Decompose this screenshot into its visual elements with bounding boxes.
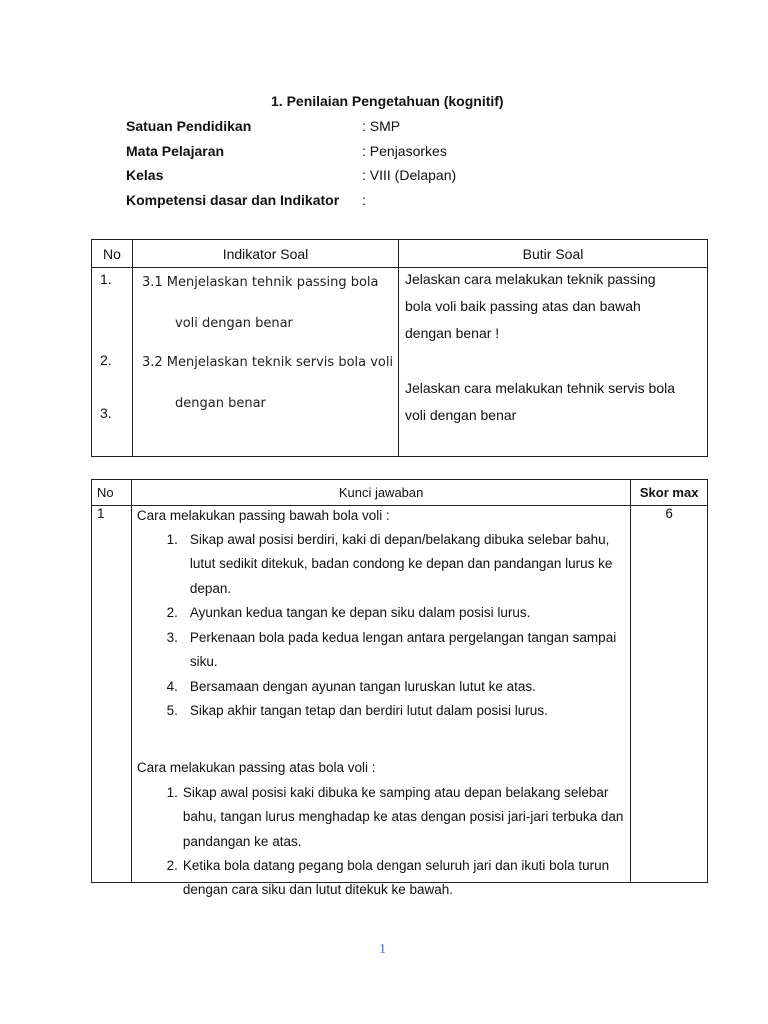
kunci-jawaban-table (91, 479, 708, 897)
butir-line: dengan benar ! (405, 325, 500, 341)
no-cell (92, 268, 133, 457)
info-value-mapel: : Penjasorkes (362, 143, 447, 159)
header-indikator: Indikator Soal (133, 240, 399, 268)
passing-bawah-title: Cara melakukan passing bawah bola voli : (136, 508, 390, 523)
header-skor: Skor max (631, 480, 708, 506)
list-number: 2. (166, 605, 178, 620)
butir-line: voli dengan benar (405, 407, 517, 423)
page-number: 1 (379, 942, 386, 957)
butir-line: Jelaskan cara melakukan tehnik servis bola (405, 380, 676, 396)
list-item-line: Ketika bola datang pegang bola dengan seluruh jari dan ikuti bola turun (182, 858, 610, 873)
list-number: 2. (166, 858, 178, 873)
info-value-satuan: : SMP (362, 118, 401, 134)
list-item-line: bahu, tangan lurus menghadap ke atas dengan posisi jari-jari terbuka dan (182, 809, 624, 824)
kunci-cell (131, 506, 630, 897)
list-item-line: lutut sedikit ditekuk, badan condong ke depan dan pandangan lurus ke (189, 556, 613, 571)
header-butir: Butir Soal (399, 240, 708, 268)
list-item-line: Sikap akhir tangan tetap dan berdiri lutut dalam posisi lurus. (189, 703, 548, 718)
butir-line: bola voli baik passing atas dan bawah (405, 298, 641, 314)
info-label-mapel: Mata Pelajaran (126, 143, 225, 159)
indikator-line: dengan benar (175, 396, 266, 411)
info-label-satuan: Satuan Pendidikan (126, 118, 252, 134)
list-item-line: Bersamaan dengan ayunan tangan luruskan lutut ke atas. (189, 679, 536, 694)
list-number: 4. (166, 679, 178, 694)
list-item-line: Ayunkan kedua tangan ke depan siku dalam posisi lurus. (189, 605, 531, 620)
row-number: 1. (100, 271, 112, 287)
info-value-kompetensi: : (362, 192, 366, 208)
header-kunci: Kunci jawaban (131, 480, 630, 506)
list-item-line: Perkenaan bola pada kedua lengan antara pergelangan tangan sampai (189, 630, 617, 645)
header-no: No (92, 480, 132, 506)
list-item-line: pandangan ke atas. (182, 834, 302, 849)
list-item-line: siku. (189, 654, 218, 669)
skor-value: 6 (631, 506, 708, 883)
list-item-line: Sikap awal posisi kaki dibuka ke samping atau depan belakang selebar (182, 785, 609, 800)
row-number: 2. (100, 352, 112, 368)
butir-line: Jelaskan cara melakukan teknik passing (405, 271, 656, 287)
list-item-line: dengan cara siku dan lutut ditekuk ke bawah. (182, 882, 454, 897)
passing-atas-title: Cara melakukan passing atas bola voli : (136, 760, 376, 775)
info-value-kelas: : VIII (Delapan) (362, 167, 457, 183)
header-no: No (92, 240, 133, 268)
indikator-line: voli dengan benar (175, 316, 293, 331)
row-number: 1 (92, 506, 132, 883)
list-number: 1. (166, 785, 178, 800)
list-number: 5. (166, 703, 178, 718)
list-number: 3. (166, 630, 178, 645)
info-label-kompetensi: Kompetensi dasar dan Indikator (126, 192, 340, 208)
row-number: 3. (100, 405, 112, 421)
info-label-kelas: Kelas (126, 167, 164, 183)
indikator-table (91, 239, 708, 457)
list-item-line: Sikap awal posisi berdiri, kaki di depan/belakang dibuka selebar bahu, (189, 532, 610, 547)
list-item-line: depan. (189, 581, 232, 596)
section-title: 1. Penilaian Pengetahuan (kognitif) (271, 93, 504, 109)
list-number: 1. (166, 532, 178, 547)
butir-cell (399, 268, 708, 457)
indikator-line: 3.1 Menjelaskan tehnik passing bola (142, 275, 379, 290)
indikator-line: 3.2 Menjelaskan teknik servis bola voli (142, 355, 394, 370)
indikator-cell (133, 268, 399, 457)
